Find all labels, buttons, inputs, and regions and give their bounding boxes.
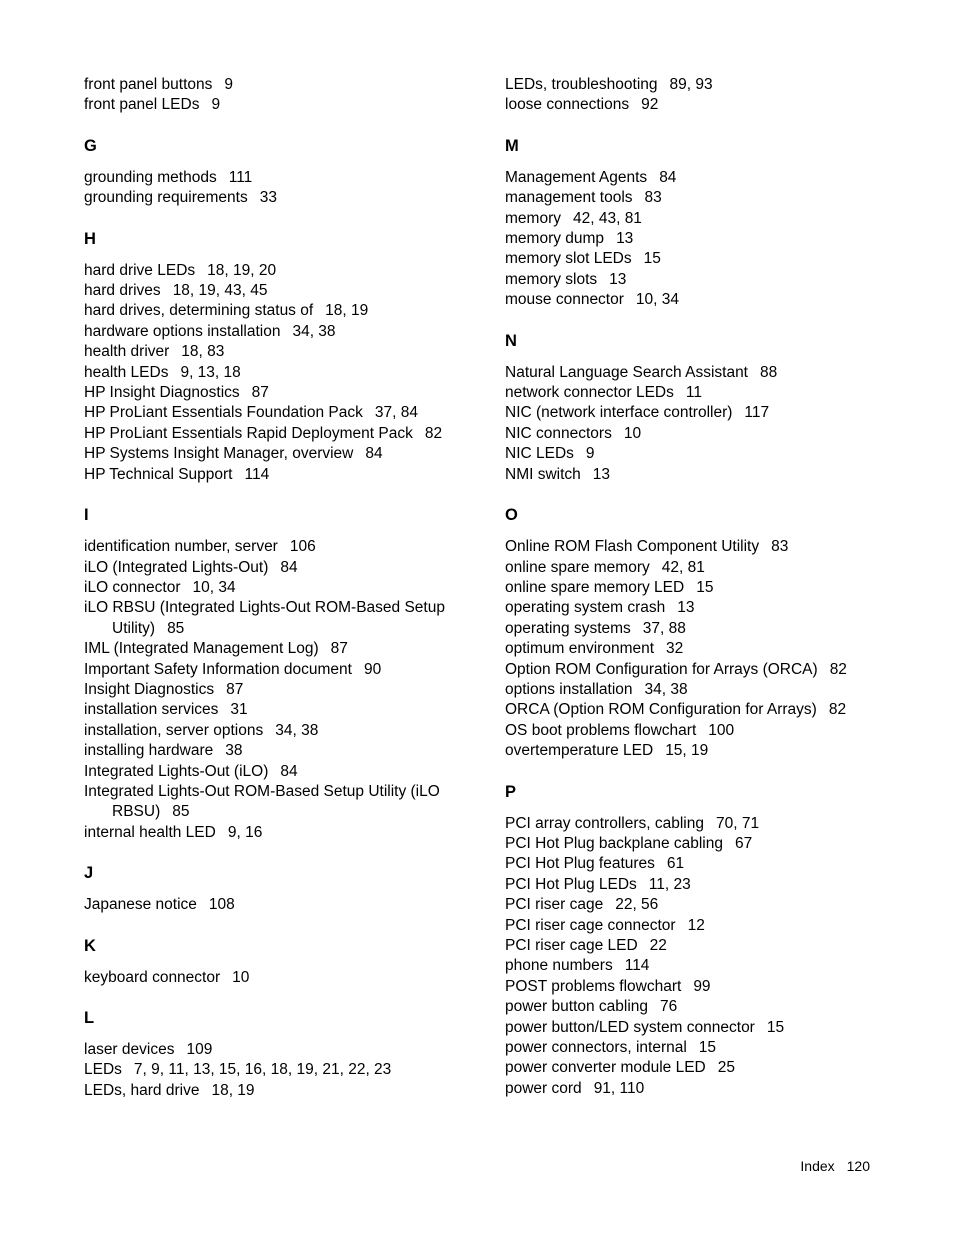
index-pages: 15, 19: [665, 742, 709, 760]
index-entry: [84, 598, 462, 639]
index-pages: 100: [708, 721, 735, 739]
index-term: identification number, server: [84, 538, 278, 556]
index-pages: 82: [828, 701, 847, 719]
index-letter-heading: P: [505, 782, 517, 801]
index-entry: [84, 762, 464, 782]
page-number: 120: [846, 1158, 870, 1174]
index-entry: [84, 281, 464, 301]
index-entry: [505, 639, 885, 659]
index-term: Japanese notice: [84, 896, 197, 914]
index-entry: [505, 936, 885, 956]
index-term: Management Agents: [505, 168, 648, 186]
index-term: memory slot LEDs: [505, 250, 632, 268]
index-pages: 22, 56: [615, 896, 659, 914]
index-term: Integrated Lights-Out ROM-Based Setup Utility (iLO RBSU): [84, 782, 440, 821]
index-letter-heading: O: [505, 506, 518, 525]
index-term: PCI array controllers, cabling: [505, 814, 704, 832]
index-pages: 108: [208, 896, 235, 914]
index-entry: [84, 660, 464, 680]
index-term: keyboard connector: [84, 968, 221, 986]
index-pages: 111: [228, 168, 253, 186]
index-pages: 85: [167, 619, 185, 637]
index-letter-heading: M: [505, 136, 519, 155]
index-pages: 37, 88: [642, 619, 686, 637]
index-letter-heading: K: [84, 936, 96, 955]
index-term: laser devices: [84, 1041, 175, 1058]
index-entry: [84, 301, 464, 321]
index-entry: [84, 741, 464, 761]
index-pages: 38: [225, 742, 243, 760]
index-term: NIC LEDs: [505, 445, 574, 463]
index-pages: 84: [365, 445, 383, 463]
index-entry: [84, 1060, 464, 1080]
index-pages: 33: [259, 189, 277, 207]
index-letter-heading: J: [84, 864, 94, 883]
index-term: grounding requirements: [84, 189, 248, 207]
index-entry: [84, 188, 464, 208]
index-pages: 114: [624, 957, 650, 975]
index-pages: 15: [643, 250, 661, 268]
index-pages: 117: [744, 404, 770, 422]
index-term: POST problems flowchart: [505, 977, 682, 995]
index-entry: [505, 188, 885, 208]
index-entry: [84, 95, 464, 115]
index-entry: [84, 383, 464, 403]
index-pages: 18, 19, 43, 45: [172, 282, 268, 300]
index-term: Option ROM Configuration for Arrays (ORCA): [505, 660, 818, 678]
index-pages: 10, 34: [192, 578, 236, 596]
index-entry: [505, 997, 885, 1017]
left-index-column: [84, 75, 464, 1101]
index-pages: 82: [829, 660, 847, 678]
index-term: Integrated Lights-Out (iLO): [84, 762, 269, 780]
index-entry: [505, 383, 885, 403]
index-term: NMI switch: [505, 465, 581, 483]
index-pages: 18, 83: [181, 343, 225, 361]
index-term: front panel buttons: [84, 76, 213, 93]
index-entry: [505, 854, 885, 874]
index-entry: [505, 75, 885, 95]
index-term: HP Technical Support: [84, 465, 233, 483]
index-entry: [84, 1081, 464, 1101]
index-term: memory dump: [505, 230, 605, 248]
index-entry: [84, 680, 464, 700]
index-term: PCI Hot Plug features: [505, 855, 655, 873]
index-entry: [84, 537, 464, 557]
index-pages: 87: [226, 680, 244, 698]
index-entry: [84, 75, 464, 95]
index-term: front panel LEDs: [84, 96, 200, 114]
index-pages: 82: [424, 424, 443, 442]
index-term: options installation: [505, 680, 633, 698]
index-pages: 32: [666, 640, 684, 658]
index-entry: [505, 1058, 885, 1078]
index-entry: [505, 290, 885, 310]
index-term: Important Safety Information document: [84, 660, 352, 678]
index-pages: 84: [280, 762, 298, 780]
index-term: power button cabling: [505, 998, 649, 1016]
index-pages: 9, 13, 18: [180, 363, 241, 381]
index-term: mouse connector: [505, 291, 624, 309]
index-entry: [84, 895, 464, 915]
index-entry: [505, 363, 885, 383]
index-pages: 10: [623, 424, 642, 442]
index-entry: [84, 782, 462, 823]
index-term: health LEDs: [84, 363, 169, 381]
index-pages: 25: [717, 1059, 735, 1077]
index-term: operating systems: [505, 619, 631, 637]
index-entry: [505, 598, 885, 618]
index-term: phone numbers: [505, 957, 613, 975]
index-entry: [84, 823, 464, 843]
index-term: NIC connectors: [505, 424, 612, 442]
index-term: HP Systems Insight Manager, overview: [84, 445, 354, 463]
index-term: iLO connector: [84, 578, 181, 596]
index-entry: [84, 1040, 464, 1060]
index-term: iLO RBSU (Integrated Lights-Out ROM-Based Setup Utility): [84, 599, 445, 637]
index-term: memory slots: [505, 270, 598, 288]
index-term: operating system crash: [505, 599, 666, 617]
index-entry: [505, 1079, 885, 1099]
index-pages: 15: [698, 1039, 717, 1057]
index-pages: 18, 19: [325, 302, 369, 320]
index-term: PCI riser cage connector: [505, 916, 676, 934]
index-pages: 85: [172, 803, 190, 821]
index-entry: [84, 168, 464, 188]
index-term: grounding methods: [84, 168, 217, 186]
index-term: iLO (Integrated Lights-Out): [84, 558, 269, 576]
index-entry: [505, 209, 885, 229]
index-term: PCI riser cage LED: [505, 937, 638, 954]
index-pages: 99: [693, 977, 711, 995]
index-entry: [84, 342, 464, 362]
index-pages: 10, 34: [635, 291, 680, 309]
index-term: LEDs, hard drive: [84, 1081, 200, 1099]
index-pages: 106: [289, 538, 316, 556]
page-footer: [800, 1158, 870, 1174]
index-pages: 83: [771, 538, 789, 556]
index-term: health driver: [84, 343, 170, 361]
index-entry: [84, 968, 464, 988]
index-term: NIC (network interface controller): [505, 404, 733, 422]
index-pages: 31: [230, 701, 248, 719]
index-pages: 11, 23: [648, 875, 691, 893]
index-letter-heading: G: [84, 136, 97, 155]
index-term: hardware options installation: [84, 322, 281, 340]
index-entry: [505, 875, 885, 895]
index-pages: 84: [280, 558, 298, 576]
index-term: hard drives: [84, 282, 161, 300]
index-term: power connectors, internal: [505, 1039, 687, 1057]
index-pages: 67: [735, 834, 753, 852]
index-pages: 22: [649, 937, 667, 954]
index-entry: [505, 249, 885, 269]
index-entry: [505, 444, 885, 464]
index-term: Natural Language Search Assistant: [505, 363, 748, 381]
index-term: overtemperature LED: [505, 742, 654, 760]
index-term: LEDs: [84, 1061, 122, 1079]
index-term: loose connections: [505, 96, 630, 114]
index-term: installing hardware: [84, 742, 214, 760]
index-pages: 13: [677, 599, 695, 617]
index-pages: 70, 71: [716, 814, 760, 832]
index-entry: [84, 261, 464, 281]
index-letter-heading: N: [505, 331, 517, 350]
index-term: network connector LEDs: [505, 384, 674, 402]
index-entry: [505, 537, 885, 557]
index-pages: 18, 19: [211, 1081, 255, 1099]
index-entry: [505, 619, 885, 639]
index-entry: [505, 168, 885, 188]
index-term: hard drives, determining status of: [84, 302, 314, 320]
index-entry: [505, 895, 885, 915]
index-term: optimum environment: [505, 640, 655, 658]
index-entry: [505, 229, 885, 249]
index-term: HP ProLiant Essentials Rapid Deployment Pack: [84, 424, 413, 442]
index-pages: 15: [766, 1018, 785, 1036]
index-entry: [84, 721, 464, 741]
index-pages: 88: [760, 363, 778, 381]
index-entry: [505, 465, 885, 485]
index-pages: 84: [659, 168, 677, 186]
index-pages: 34, 38: [275, 721, 319, 739]
index-entry: [505, 680, 885, 700]
index-pages: 9, 16: [227, 823, 263, 841]
index-term: installation services: [84, 701, 219, 719]
index-entry: [505, 424, 885, 444]
index-term: online spare memory LED: [505, 578, 685, 596]
index-term: installation, server options: [84, 721, 264, 739]
index-entry: [505, 578, 885, 598]
index-pages: 87: [330, 640, 348, 658]
index-pages: 42, 81: [661, 558, 705, 576]
index-term: OS boot problems flowchart: [505, 721, 697, 739]
index-term: HP Insight Diagnostics: [84, 384, 240, 402]
index-term: PCI Hot Plug backplane cabling: [505, 834, 723, 852]
index-entry: [505, 814, 885, 834]
index-pages: 34, 38: [292, 322, 336, 340]
index-pages: 90: [363, 660, 382, 678]
index-term: PCI Hot Plug LEDs: [505, 875, 637, 893]
index-pages: 114: [244, 465, 270, 483]
index-term: PCI riser cage: [505, 896, 604, 914]
index-entry: [84, 363, 464, 383]
index-pages: 91, 110: [593, 1079, 645, 1097]
index-pages: 13: [592, 465, 611, 483]
index-term: Insight Diagnostics: [84, 680, 215, 698]
index-entry: [505, 270, 885, 290]
index-entry: [84, 322, 464, 342]
index-entry: [505, 558, 885, 578]
index-pages: 87: [251, 384, 269, 402]
index-pages: 76: [660, 998, 678, 1016]
index-entry: [505, 1038, 885, 1058]
index-letter-heading: L: [84, 1009, 95, 1027]
index-term: power converter module LED: [505, 1059, 706, 1077]
index-pages: 42, 43, 81: [572, 209, 642, 227]
index-term: HP ProLiant Essentials Foundation Pack: [84, 404, 363, 422]
index-pages: 7, 9, 11, 13, 15, 16, 18, 19, 21, 22, 23: [133, 1061, 392, 1079]
index-letter-heading: H: [84, 229, 96, 248]
index-term: internal health LED: [84, 823, 216, 841]
index-entry: [84, 700, 464, 720]
index-entry: [505, 834, 885, 854]
index-term: online spare memory: [505, 558, 650, 576]
index-pages: 92: [641, 96, 659, 114]
index-pages: 13: [616, 230, 634, 248]
index-term: memory: [505, 209, 561, 227]
index-pages: 61: [666, 855, 685, 873]
index-term: power cord: [505, 1079, 582, 1097]
index-pages: 15: [696, 578, 714, 596]
index-entry: [84, 424, 464, 444]
index-entry: [505, 916, 885, 936]
footer-section-label: Index: [800, 1158, 835, 1174]
index-entry: [505, 1018, 885, 1038]
index-pages: 83: [644, 189, 662, 207]
index-entry: [84, 403, 464, 423]
index-term: management tools: [505, 189, 633, 207]
index-pages: 12: [687, 916, 705, 934]
index-pages: 89, 93: [669, 76, 713, 93]
index-entry: [505, 95, 885, 115]
index-term: IML (Integrated Management Log): [84, 640, 319, 658]
index-pages: 37, 84: [374, 404, 418, 422]
index-term: hard drive LEDs: [84, 261, 196, 279]
index-pages: 10: [232, 968, 250, 986]
index-pages: 18, 19, 20: [207, 261, 277, 279]
index-entry: [84, 639, 464, 659]
index-entry: [505, 660, 885, 680]
index-term: Online ROM Flash Component Utility: [505, 538, 760, 556]
index-pages: 9: [211, 96, 221, 114]
index-entry: [84, 465, 464, 485]
index-entry: [84, 558, 464, 578]
index-pages: 109: [186, 1041, 213, 1058]
index-entry: [505, 403, 885, 423]
index-pages: 13: [609, 270, 627, 288]
index-pages: 34, 38: [644, 680, 688, 698]
index-pages: 9: [585, 445, 595, 463]
index-entry: [505, 741, 885, 761]
index-pages: 9: [224, 76, 234, 93]
index-letter-heading: I: [84, 506, 89, 525]
index-entry: [505, 956, 885, 976]
index-term: LEDs, troubleshooting: [505, 76, 658, 93]
index-pages: 11: [685, 384, 702, 402]
index-entry: [505, 721, 885, 741]
index-term: ORCA (Option ROM Configuration for Arrays): [505, 701, 817, 719]
index-entry: [84, 578, 464, 598]
index-entry: [84, 444, 464, 464]
index-term: power button/LED system connector: [505, 1018, 755, 1036]
right-index-column: [505, 75, 885, 1099]
index-entry: [505, 700, 885, 720]
index-entry: [505, 977, 885, 997]
